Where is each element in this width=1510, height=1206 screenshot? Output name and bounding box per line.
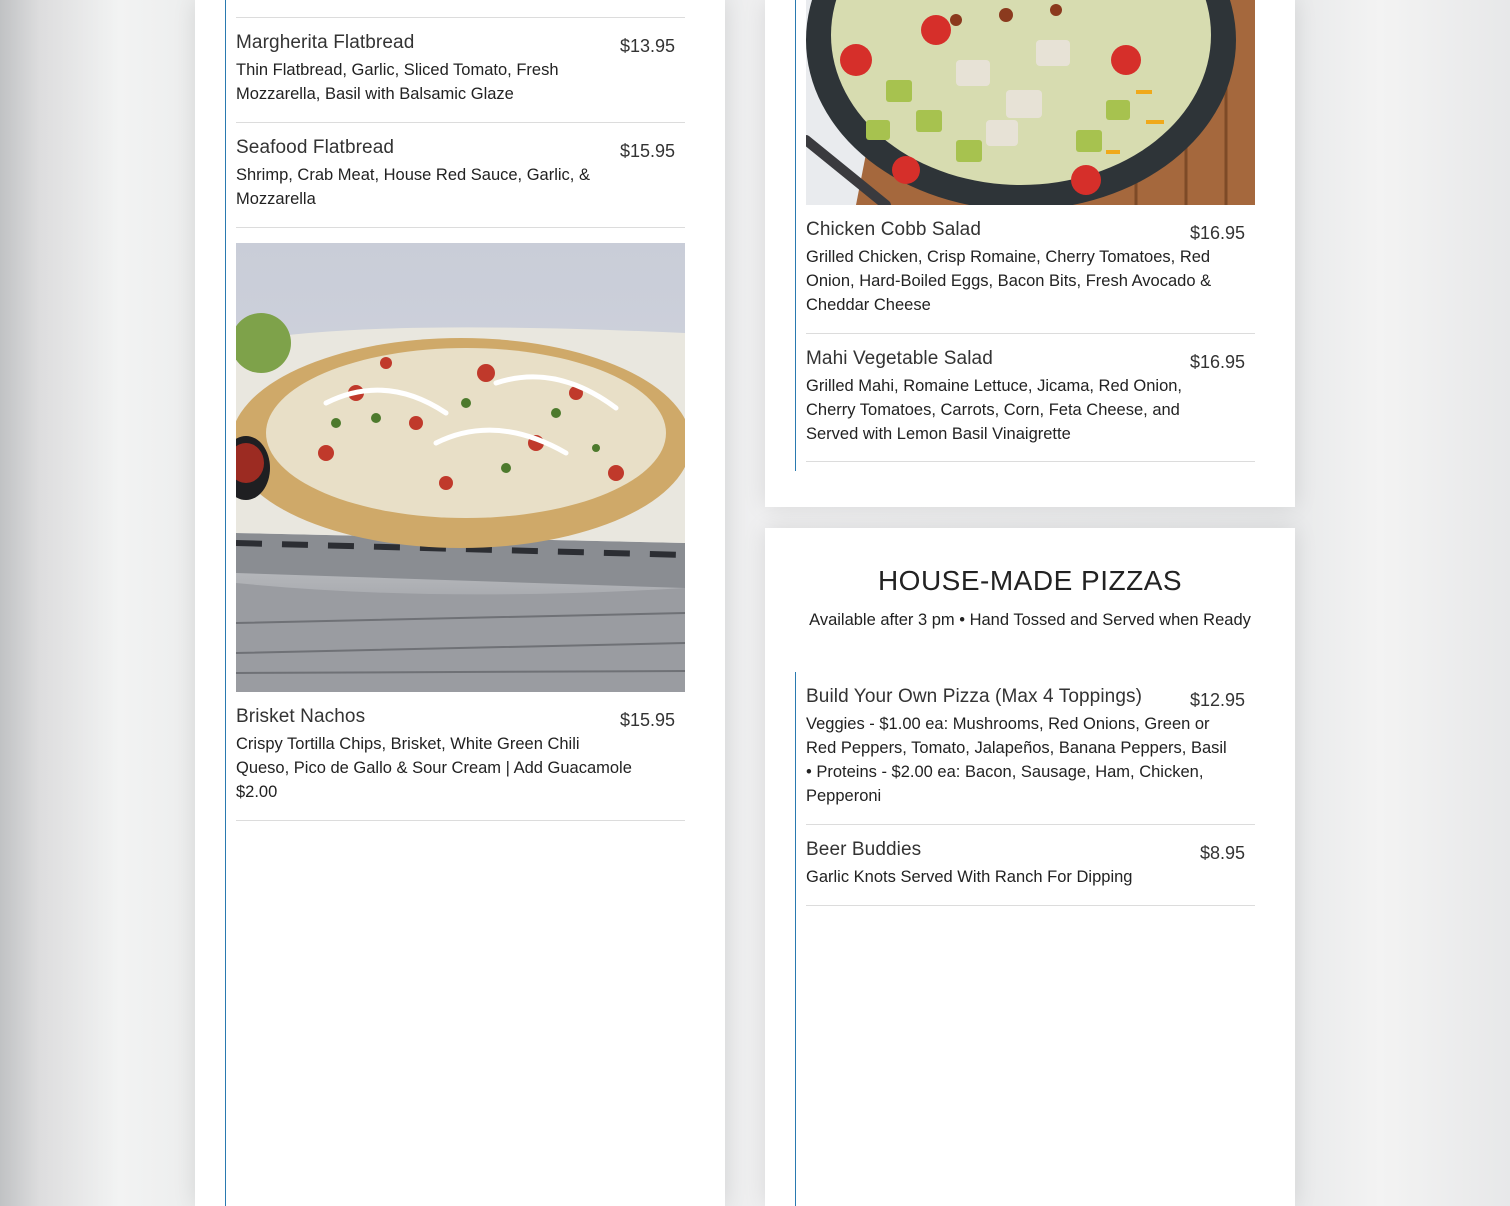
accent-line bbox=[795, 672, 796, 1206]
item-description: Grilled Mahi, Romaine Lettuce, Jicama, Red Onion, Cherry Tomatoes, Carrots, Corn, Feta Cheese, and Served with Lemon Basil Vinaigrette bbox=[806, 377, 1183, 443]
item-separator bbox=[236, 122, 685, 123]
item-name: Brisket Nachos bbox=[236, 706, 366, 727]
item-separator bbox=[806, 333, 1255, 334]
chicken-cobb-salad-photo bbox=[806, 0, 1255, 205]
brisket-nachos-photo bbox=[236, 243, 685, 692]
item-name: Seafood Flatbread bbox=[236, 137, 395, 158]
item-price: $8.95 bbox=[1199, 843, 1245, 863]
item-separator bbox=[236, 820, 685, 821]
accent-line bbox=[225, 0, 226, 1206]
item-price: $16.95 bbox=[1189, 223, 1245, 243]
brisket-nachos-image bbox=[236, 243, 685, 692]
item-separator bbox=[236, 17, 685, 18]
item-name: Chicken Cobb Salad bbox=[806, 219, 982, 240]
item-description: Crispy Tortilla Chips, Brisket, White Green Chili Queso, Pico de Gallo & Sour Cream | Add Guacamole $2.00 bbox=[236, 735, 632, 801]
item-name: Margherita Flatbread bbox=[236, 32, 415, 53]
section-title: HOUSE-MADE PIZZAS bbox=[877, 565, 1183, 596]
accent-line bbox=[795, 0, 796, 471]
chicken-cobb-salad-image bbox=[806, 0, 1255, 205]
section-subtitle: Available after 3 pm • Hand Tossed and Served when Ready bbox=[809, 611, 1251, 629]
item-price: $15.95 bbox=[619, 141, 675, 161]
item-price: $16.95 bbox=[1189, 352, 1245, 372]
page-background-shade bbox=[0, 0, 120, 1206]
item-description: Shrimp, Crab Meat, House Red Sauce, Garlic, & Mozzarella bbox=[236, 166, 590, 208]
item-price: $12.95 bbox=[1189, 690, 1245, 710]
item-separator bbox=[236, 227, 685, 228]
item-name: Mahi Vegetable Salad bbox=[806, 348, 993, 369]
item-price: $13.95 bbox=[619, 36, 675, 56]
item-name: Build Your Own Pizza (Max 4 Toppings) bbox=[806, 686, 1143, 707]
item-price: $15.95 bbox=[619, 710, 675, 730]
item-description: Grilled Chicken, Crisp Romaine, Cherry Tomatoes, Red Onion, Hard-Boiled Eggs, Bacon Bits, Fresh Avocado & Cheddar Cheese bbox=[806, 248, 1212, 314]
item-description: Garlic Knots Served With Ranch For Dipping bbox=[806, 868, 1133, 886]
item-separator bbox=[806, 824, 1255, 825]
item-separator bbox=[806, 461, 1255, 462]
item-name: Beer Buddies bbox=[806, 839, 922, 860]
item-description: Thin Flatbread, Garlic, Sliced Tomato, Fresh Mozzarella, Basil with Balsamic Glaze bbox=[236, 61, 559, 103]
item-separator bbox=[806, 905, 1255, 906]
item-description: Veggies - $1.00 ea: Mushrooms, Red Onions, Green or Red Peppers, Tomato, Jalapeños, Banana Peppers, Basil • Proteins - $2.00 ea: Bacon, Sausage, Ham, Chicken, Pepperoni bbox=[806, 715, 1227, 805]
